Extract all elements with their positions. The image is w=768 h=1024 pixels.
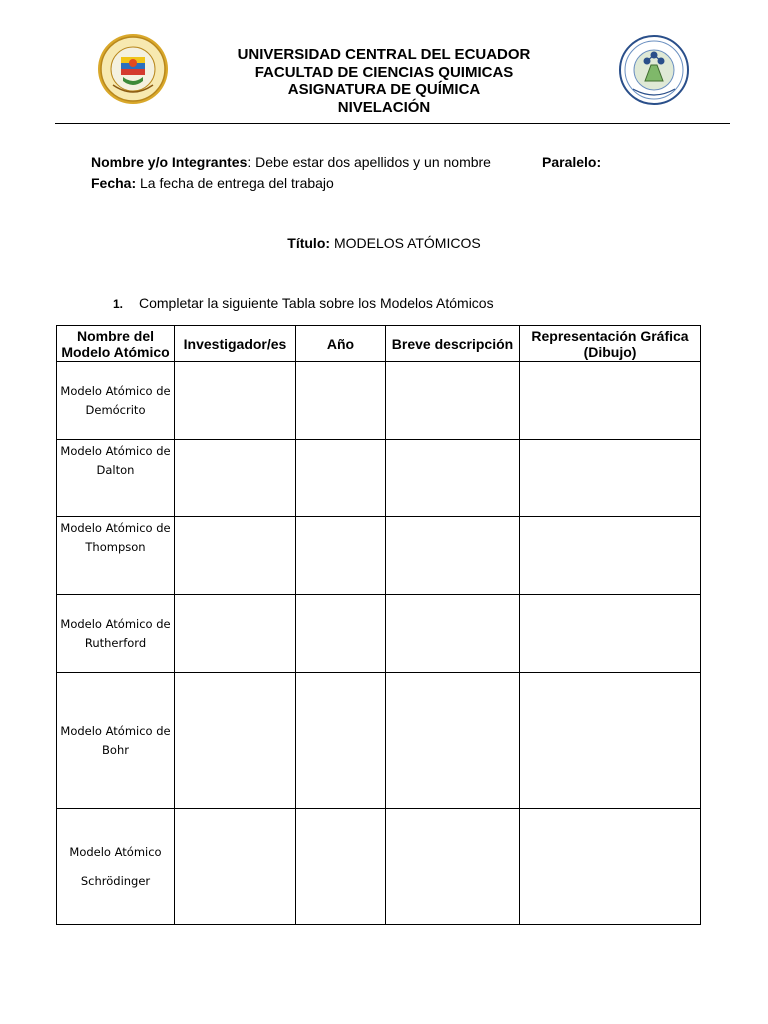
model-name-cell: Modelo Atómico de Bohr [57, 673, 175, 809]
researchers-cell[interactable] [175, 517, 296, 595]
name-field [91, 154, 491, 170]
description-cell[interactable] [386, 517, 520, 595]
header-researchers: Investigador/es [175, 326, 296, 362]
name-value: : Debe estar dos apellidos y un nombre [247, 154, 491, 170]
level-name: NIVELACIÓN [337, 98, 431, 116]
year-cell[interactable] [296, 440, 386, 517]
parallel-label: Paralelo: [542, 154, 602, 170]
header-description: Breve descripción [386, 326, 520, 362]
date-label: Fecha: [91, 175, 137, 191]
table-row [57, 809, 701, 925]
table-row [57, 595, 701, 673]
title-value: MODELOS ATÓMICOS [333, 235, 481, 251]
description-cell[interactable] [386, 809, 520, 925]
model-name-cell: Modelo Atómico de Demócrito [57, 362, 175, 440]
table-row [57, 362, 701, 440]
researchers-cell[interactable] [175, 673, 296, 809]
table-row [57, 673, 701, 809]
model-name-cell: Modelo Atómico de Dalton [57, 440, 175, 517]
date-value: La fecha de entrega del trabajo [140, 175, 334, 191]
instruction-text: Completar la siguiente Tabla sobre los Modelos Atómicos [139, 295, 494, 311]
atomic-models-table [56, 325, 701, 925]
year-cell[interactable] [296, 673, 386, 809]
faculty-name: FACULTAD DE CIENCIAS QUIMICAS [254, 63, 514, 81]
title-label: Título: [287, 235, 331, 251]
name-label: Nombre y/o Integrantes [91, 154, 248, 170]
instruction-number: 1. [113, 297, 124, 311]
document-title [0, 235, 768, 251]
description-cell[interactable] [386, 440, 520, 517]
description-cell[interactable] [386, 673, 520, 809]
drawing-cell[interactable] [520, 517, 701, 595]
researchers-cell[interactable] [175, 362, 296, 440]
drawing-cell[interactable] [520, 440, 701, 517]
researchers-cell[interactable] [175, 595, 296, 673]
subject-name: ASIGNATURA DE QUÍMICA [287, 81, 481, 98]
year-cell[interactable] [296, 362, 386, 440]
researchers-cell[interactable] [175, 440, 296, 517]
researchers-cell[interactable] [175, 809, 296, 925]
drawing-cell[interactable] [520, 673, 701, 809]
table-header-row [57, 326, 701, 362]
year-cell[interactable] [296, 809, 386, 925]
university-seal-icon [97, 33, 169, 105]
model-name-cell: Modelo Atómico de Rutherford [57, 595, 175, 673]
description-cell[interactable] [386, 595, 520, 673]
drawing-cell[interactable] [520, 809, 701, 925]
faculty-seal-icon [619, 35, 689, 105]
date-field [91, 175, 334, 191]
table-row [57, 517, 701, 595]
drawing-cell[interactable] [520, 362, 701, 440]
drawing-cell[interactable] [520, 595, 701, 673]
model-name-cell: Modelo Atómico Schrödinger [57, 809, 175, 925]
header-title-block [184, 46, 584, 116]
header-drawing: Representación Gráfica (Dibujo) [520, 326, 701, 362]
document-header [0, 0, 768, 130]
instruction-item [113, 295, 494, 311]
header-year: Año [296, 326, 386, 362]
header-model-name: Nombre del Modelo Atómico [57, 326, 175, 362]
year-cell[interactable] [296, 517, 386, 595]
year-cell[interactable] [296, 595, 386, 673]
model-name-cell: Modelo Atómico de Thompson [57, 517, 175, 595]
table-row [57, 440, 701, 517]
header-divider [55, 123, 730, 124]
university-name: UNIVERSIDAD CENTRAL DEL ECUADOR [237, 46, 531, 63]
description-cell[interactable] [386, 362, 520, 440]
